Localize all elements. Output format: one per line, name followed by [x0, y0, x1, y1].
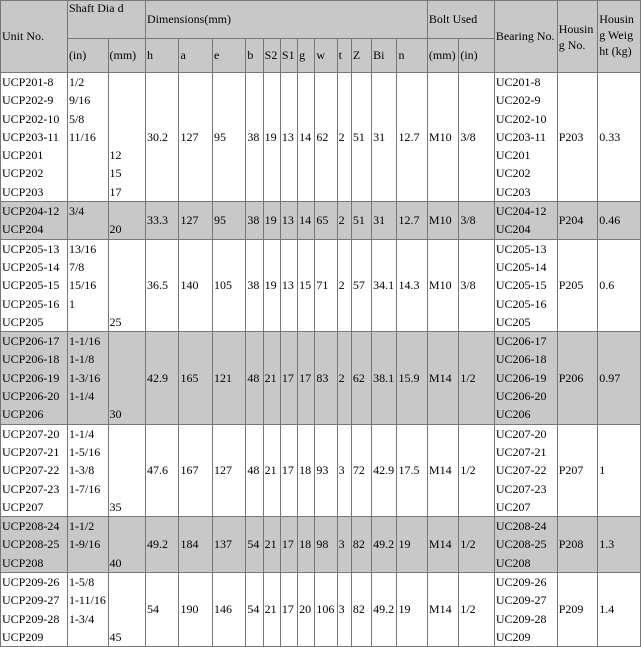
- a-cell: 127: [179, 202, 212, 240]
- housing-weight-cell: 1.4: [598, 573, 641, 647]
- w-cell: 106: [315, 573, 337, 647]
- header-z: Z: [351, 39, 371, 73]
- t-cell: 2: [337, 73, 351, 202]
- n-cell: 19: [397, 573, 427, 647]
- s2-cell: 21: [263, 424, 280, 516]
- shaft-mm-cell: 30: [108, 332, 146, 424]
- h-cell: 49.2: [146, 517, 179, 573]
- t-cell: 2: [337, 239, 351, 331]
- housing-no-cell: P209: [557, 573, 598, 647]
- bi-cell: 31: [372, 202, 397, 240]
- e-cell: 127: [212, 424, 245, 516]
- e-cell: 137: [212, 517, 245, 573]
- s2-cell: 21: [263, 332, 280, 424]
- s1-cell: 17: [280, 332, 297, 424]
- n-cell: 14.3: [397, 239, 427, 331]
- g-cell: 18: [298, 517, 315, 573]
- header-b: b: [246, 39, 263, 73]
- header-bearing-no: Bearing No.: [494, 1, 557, 73]
- header-shaft-mm: (mm): [108, 39, 146, 73]
- s1-cell: 17: [280, 424, 297, 516]
- n-cell: 12.7: [397, 202, 427, 240]
- header-bolt-mm: (mm): [427, 39, 458, 73]
- bolt-in-cell: 1/2: [459, 332, 494, 424]
- w-cell: 93: [315, 424, 337, 516]
- h-cell: 54: [146, 573, 179, 647]
- unit-no-cell: UCP205-13 UCP205-14 UCP205-15 UCP205-16 UCP205: [1, 239, 68, 331]
- bi-cell: 38.1: [372, 332, 397, 424]
- header-housing-no: Housing No.: [557, 1, 598, 73]
- e-cell: 95: [212, 73, 245, 202]
- bolt-mm-cell: M10: [427, 73, 458, 202]
- table-row: [1, 202, 641, 240]
- bearing-no-cell: UC205-13 UC205-14 UC205-15 UC205-16 UC205: [494, 239, 557, 331]
- w-cell: 71: [315, 239, 337, 331]
- shaft-in-cell: 3/4: [67, 202, 108, 240]
- a-cell: 184: [179, 517, 212, 573]
- s1-cell: 17: [280, 573, 297, 647]
- t-cell: 3: [337, 573, 351, 647]
- bi-cell: 31: [372, 73, 397, 202]
- n-cell: 19: [397, 517, 427, 573]
- s2-cell: 21: [263, 573, 280, 647]
- housing-no-cell: P208: [557, 517, 598, 573]
- header-housing-weight: Housing Weight (kg): [598, 1, 641, 73]
- housing-no-cell: P203: [557, 73, 598, 202]
- shaft-mm-cell: 20: [108, 202, 146, 240]
- table-row: [1, 517, 641, 573]
- table-row: [1, 573, 641, 647]
- table-row: [1, 332, 641, 424]
- bolt-mm-cell: M10: [427, 202, 458, 240]
- e-cell: 146: [212, 573, 245, 647]
- e-cell: 105: [212, 239, 245, 331]
- g-cell: 15: [298, 239, 315, 331]
- bi-cell: 49.2: [372, 517, 397, 573]
- s2-cell: 19: [263, 202, 280, 240]
- unit-no-cell: UCP208-24 UCP208-25 UCP208: [1, 517, 68, 573]
- n-cell: 17.5: [397, 424, 427, 516]
- bolt-in-cell: 3/8: [459, 239, 494, 331]
- housing-no-cell: P207: [557, 424, 598, 516]
- h-cell: 33.3: [146, 202, 179, 240]
- header-s2: S2: [263, 39, 280, 73]
- a-cell: 190: [179, 573, 212, 647]
- bolt-mm-cell: M14: [427, 332, 458, 424]
- n-cell: 15.9: [397, 332, 427, 424]
- shaft-mm-cell: 35: [108, 424, 146, 516]
- housing-weight-cell: 0.97: [598, 332, 641, 424]
- b-cell: 38: [246, 73, 263, 202]
- g-cell: 14: [298, 73, 315, 202]
- w-cell: 98: [315, 517, 337, 573]
- z-cell: 51: [351, 73, 371, 202]
- bolt-mm-cell: M14: [427, 573, 458, 647]
- table-row: [1, 73, 641, 202]
- w-cell: 65: [315, 202, 337, 240]
- bearing-no-cell: UC204-12 UC204: [494, 202, 557, 240]
- shaft-in-cell: 1-1/16 1-1/8 1-3/16 1-1/4: [67, 332, 108, 424]
- housing-weight-cell: 1.3: [598, 517, 641, 573]
- h-cell: 30.2: [146, 73, 179, 202]
- g-cell: 14: [298, 202, 315, 240]
- header-w: w: [315, 39, 337, 73]
- bi-cell: 42.9: [372, 424, 397, 516]
- s2-cell: 19: [263, 73, 280, 202]
- w-cell: 62: [315, 73, 337, 202]
- shaft-in-cell: 1/2 9/16 5/8 11/16: [67, 73, 108, 202]
- shaft-in-cell: 13/16 7/8 15/16 1: [67, 239, 108, 331]
- g-cell: 18: [298, 424, 315, 516]
- header-bolt-in: (in): [459, 39, 494, 73]
- header-e: e: [212, 39, 245, 73]
- h-cell: 42.9: [146, 332, 179, 424]
- shaft-mm-cell: 40: [108, 517, 146, 573]
- bolt-mm-cell: M10: [427, 239, 458, 331]
- header-s1: S1: [280, 39, 297, 73]
- bearing-no-cell: UC209-26 UC209-27 UC209-28 UC209: [494, 573, 557, 647]
- s2-cell: 21: [263, 517, 280, 573]
- e-cell: 121: [212, 332, 245, 424]
- t-cell: 2: [337, 202, 351, 240]
- z-cell: 72: [351, 424, 371, 516]
- housing-weight-cell: 1: [598, 424, 641, 516]
- bolt-in-cell: 3/8: [459, 73, 494, 202]
- h-cell: 47.6: [146, 424, 179, 516]
- header-n: n: [397, 39, 427, 73]
- bearing-no-cell: UC207-20 UC207-21 UC207-22 UC207-23 UC207: [494, 424, 557, 516]
- s1-cell: 13: [280, 73, 297, 202]
- z-cell: 62: [351, 332, 371, 424]
- z-cell: 57: [351, 239, 371, 331]
- t-cell: 3: [337, 517, 351, 573]
- table-body: [1, 73, 641, 647]
- housing-no-cell: P206: [557, 332, 598, 424]
- g-cell: 17: [298, 332, 315, 424]
- header-unit-no: Unit No.: [1, 1, 68, 73]
- bi-cell: 34.1: [372, 239, 397, 331]
- header-row-1: [1, 1, 641, 39]
- e-cell: 95: [212, 202, 245, 240]
- s2-cell: 19: [263, 239, 280, 331]
- n-cell: 12.7: [397, 73, 427, 202]
- bolt-in-cell: 3/8: [459, 202, 494, 240]
- z-cell: 82: [351, 517, 371, 573]
- z-cell: 51: [351, 202, 371, 240]
- a-cell: 167: [179, 424, 212, 516]
- b-cell: 38: [246, 239, 263, 331]
- z-cell: 82: [351, 573, 371, 647]
- bolt-mm-cell: M14: [427, 517, 458, 573]
- header-bolt-used: Bolt Used: [427, 1, 494, 39]
- header-a: a: [179, 39, 212, 73]
- header-h: h: [146, 39, 179, 73]
- housing-no-cell: P205: [557, 239, 598, 331]
- header-t: t: [337, 39, 351, 73]
- housing-weight-cell: 0.33: [598, 73, 641, 202]
- housing-weight-cell: 0.46: [598, 202, 641, 240]
- bolt-mm-cell: M14: [427, 424, 458, 516]
- bi-cell: 49.2: [372, 573, 397, 647]
- b-cell: 38: [246, 202, 263, 240]
- t-cell: 2: [337, 332, 351, 424]
- header-bi: Bi: [372, 39, 397, 73]
- bearing-no-cell: UC206-17 UC206-18 UC206-19 UC206-20 UC206: [494, 332, 557, 424]
- h-cell: 36.5: [146, 239, 179, 331]
- shaft-mm-cell: 45: [108, 573, 146, 647]
- header-shaft-in: (in): [67, 39, 108, 73]
- shaft-in-cell: 1-5/8 1-11/16 1-3/4: [67, 573, 108, 647]
- s1-cell: 13: [280, 202, 297, 240]
- shaft-in-cell: 1-1/4 1-5/16 1-3/8 1-7/16: [67, 424, 108, 516]
- table-row: [1, 239, 641, 331]
- bearing-no-cell: UC208-24 UC208-25 UC208: [494, 517, 557, 573]
- unit-no-cell: UCP207-20 UCP207-21 UCP207-22 UCP207-23 UCP207: [1, 424, 68, 516]
- b-cell: 48: [246, 424, 263, 516]
- unit-no-cell: UCP201-8 UCP202-9 UCP202-10 UCP203-11 UCP201 UCP202 UCP203: [1, 73, 68, 202]
- b-cell: 54: [246, 517, 263, 573]
- shaft-mm-cell: 25: [108, 239, 146, 331]
- header-shaft-dia: Shaft Dia d: [67, 1, 145, 39]
- bolt-in-cell: 1/2: [459, 573, 494, 647]
- a-cell: 140: [179, 239, 212, 331]
- unit-no-cell: UCP204-12 UCP204: [1, 202, 68, 240]
- housing-no-cell: P204: [557, 202, 598, 240]
- housing-weight-cell: 0.6: [598, 239, 641, 331]
- b-cell: 48: [246, 332, 263, 424]
- b-cell: 54: [246, 573, 263, 647]
- a-cell: 127: [179, 73, 212, 202]
- unit-no-cell: UCP206-17 UCP206-18 UCP206-19 UCP206-20 UCP206: [1, 332, 68, 424]
- shaft-mm-cell: 12 15 17: [108, 73, 146, 202]
- header-g: g: [298, 39, 315, 73]
- unit-no-cell: UCP209-26 UCP209-27 UCP209-28 UCP209: [1, 573, 68, 647]
- shaft-in-cell: 1-1/2 1-9/16: [67, 517, 108, 573]
- bolt-in-cell: 1/2: [459, 424, 494, 516]
- a-cell: 165: [179, 332, 212, 424]
- bearing-no-cell: UC201-8 UC202-9 UC202-10 UC203-11 UC201 UC202 UC203: [494, 73, 557, 202]
- table-row: [1, 424, 641, 516]
- s1-cell: 13: [280, 239, 297, 331]
- t-cell: 3: [337, 424, 351, 516]
- bolt-in-cell: 1/2: [459, 517, 494, 573]
- s1-cell: 17: [280, 517, 297, 573]
- w-cell: 83: [315, 332, 337, 424]
- g-cell: 20: [298, 573, 315, 647]
- header-dimensions: Dimensions(mm): [146, 1, 428, 39]
